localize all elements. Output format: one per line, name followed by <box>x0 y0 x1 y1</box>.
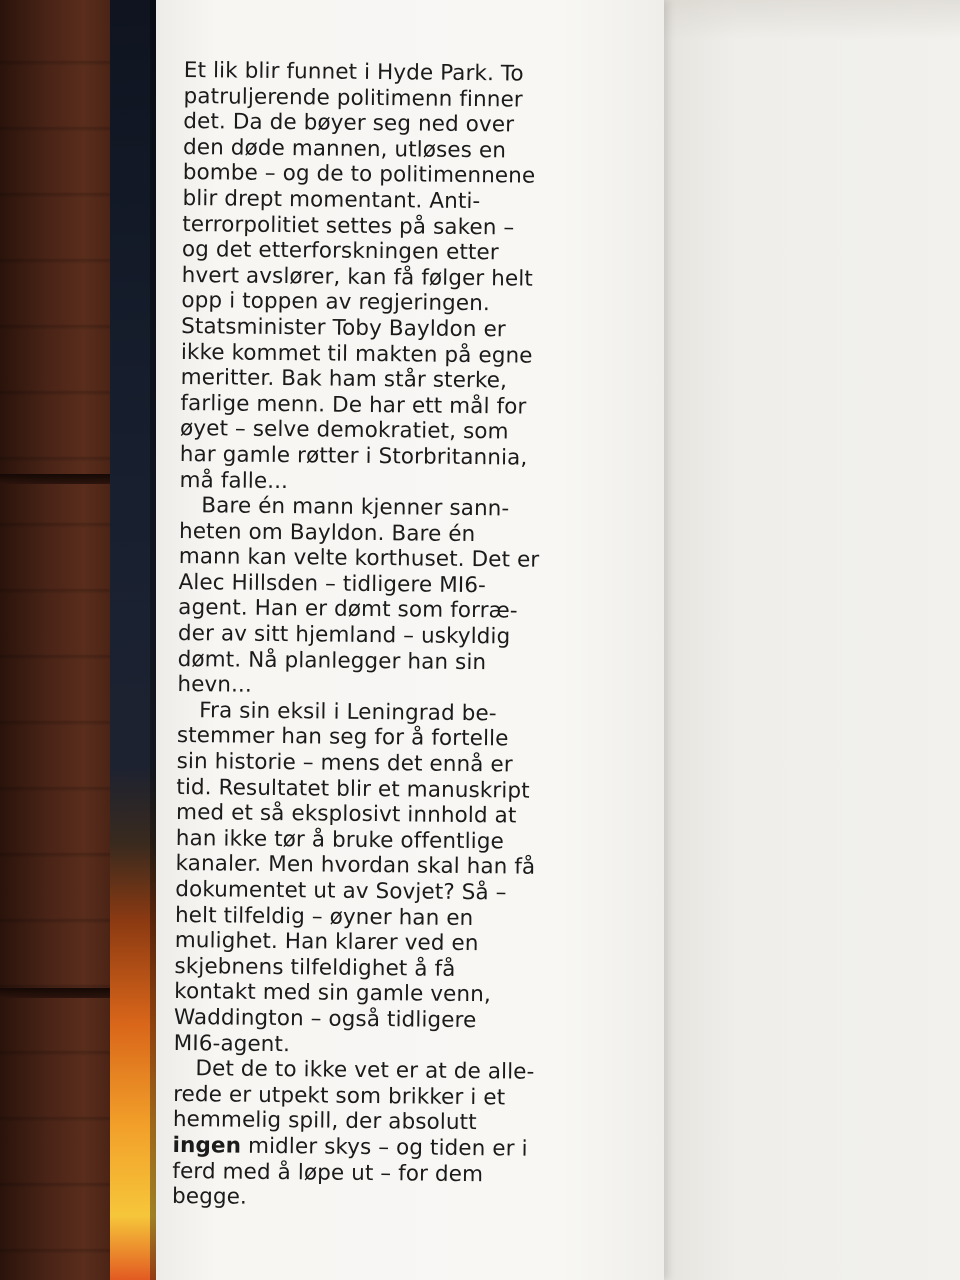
book-page-background <box>664 0 960 1280</box>
text-line: stemmer han seg for å fortelle <box>176 723 509 752</box>
text-line: Bare én mann kjenner sann- <box>201 493 510 522</box>
text-line: dokumentet ut av Sovjet? Så – <box>175 876 507 906</box>
text-line: kontakt med sin gamle venn, <box>174 979 491 1008</box>
text-line-with-bold <box>172 1133 572 1163</box>
text-line: helt tilfeldig – øyner han en <box>174 902 474 931</box>
text-line: Et lik blir funnet i Hyde Park. To <box>183 58 524 87</box>
text-line: ferd med å løpe ut – for dem <box>172 1158 484 1187</box>
text-line: har gamle røtter i Storbritannia, <box>179 441 528 471</box>
text-line: farlige menn. De har ett mål for <box>180 390 527 420</box>
blurb-text <box>172 58 584 1214</box>
text-line: begge. <box>171 1184 248 1210</box>
book-cover-edge <box>110 0 156 1280</box>
bold-word: ingen <box>172 1132 242 1159</box>
text-line: øyet – selve demokratiet, som <box>179 416 509 445</box>
text-line: blir drept momentant. Anti- <box>182 185 481 215</box>
text-line: bombe – og de to politimennene <box>182 160 536 190</box>
text-line: sin historie – mens det ennå er <box>176 748 513 778</box>
text-line: terrorpolitiet settes på saken – <box>182 211 515 241</box>
text-line: kanaler. Men hvordan skal han få <box>175 851 536 881</box>
text-line: Statsminister Toby Bayldon er <box>181 313 506 343</box>
text-line: Waddington – også tidligere <box>173 1004 477 1034</box>
text-line: ikke kommet til makten på egne <box>180 339 533 369</box>
text-line: må falle... <box>179 467 289 494</box>
text-line: og det etterforskningen etter <box>181 237 499 266</box>
text-line: heten om Bayldon. Bare én <box>178 518 476 547</box>
text-line: dømt. Nå planlegger han sin <box>177 646 487 675</box>
text-line: mann kan velte korthuset. Det er <box>178 544 540 574</box>
text-line: hevn... <box>177 672 252 698</box>
text-line: rede er utpekt som brikker i et <box>173 1081 506 1111</box>
text-line: opp i toppen av regjeringen. <box>181 288 490 317</box>
text-line: mulighet. Han klarer ved en <box>174 928 479 957</box>
text-line: Det de to ikke vet er at de alle- <box>195 1056 535 1085</box>
text-line: hemmelig spill, der absolutt <box>172 1107 477 1136</box>
text-line: Alec Hillsden – tidligere MI6- <box>178 569 487 599</box>
text-line: tid. Resultatet blir et manuskript <box>176 774 530 804</box>
text-line: agent. Han er dømt som forræ- <box>178 595 518 624</box>
text-line: med et så eksplosivt innhold at <box>175 800 517 829</box>
text-line: skjebnens tilfeldighet å få <box>174 953 456 982</box>
text-fragment: midler skys – og tiden er i <box>240 1133 528 1162</box>
text-line: det. Da de bøyer seg ned over <box>183 109 515 138</box>
text-line: Fra sin eksil i Leningrad be- <box>199 698 497 727</box>
text-line: den døde mannen, utløses en <box>182 134 507 164</box>
text-line: der av sitt hjemland – uskyldig <box>177 621 511 650</box>
text-line: meritter. Bak ham står sterke, <box>180 365 508 394</box>
text-line: MI6-agent. <box>173 1030 291 1057</box>
text-line: han ikke tør å bruke offentlige <box>175 825 505 855</box>
text-line: patruljerende politimenn finner <box>183 83 523 113</box>
text-line: hvert avslører, kan få følger helt <box>181 262 534 292</box>
